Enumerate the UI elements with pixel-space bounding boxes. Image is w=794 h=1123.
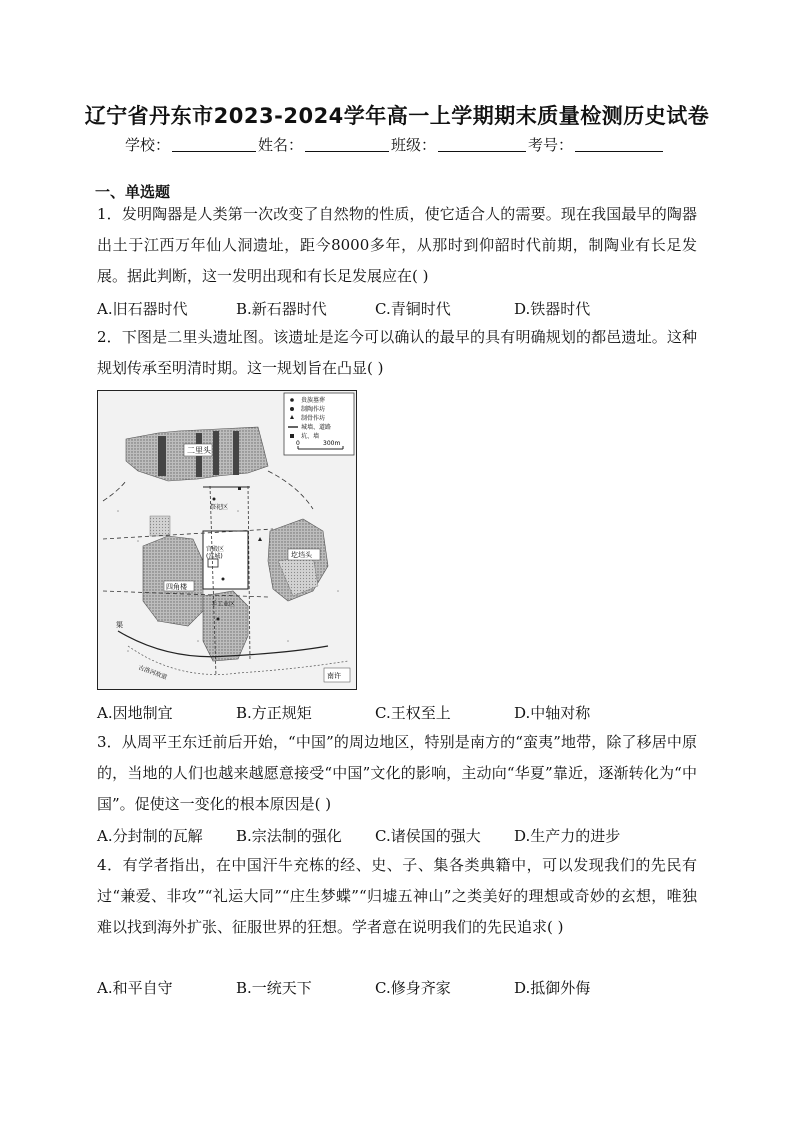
number-field[interactable] [575,137,663,152]
option-c[interactable]: C.青铜时代 [375,300,451,318]
map-drawing [98,391,356,689]
question-2-options [97,702,697,723]
legend-item: 坑、墙 [301,433,320,440]
option-d[interactable]: D.生产力的进步 [514,827,621,845]
legend-item: 城墙、道路 [301,424,332,431]
option-b[interactable]: B.方正规矩 [236,704,312,722]
option-a[interactable]: A.旧石器时代 [97,300,188,318]
page-title: 辽宁省丹东市2023-2024学年高一上学期期末质量检测历史试卷 [84,104,710,128]
label-east-village: 圪垱头 [291,551,312,559]
option-d[interactable]: D.铁器时代 [514,300,591,318]
class-label: 班级： [391,136,437,154]
label-south: 南许 [327,672,341,680]
option-d[interactable]: D.抵御外侮 [514,979,591,997]
question-1-options [97,298,697,319]
legend-item: 贵族墓葬 [301,397,326,404]
option-a[interactable]: A.分封制的瓦解 [97,827,203,845]
scale-start: 0 [296,440,300,447]
class-field[interactable] [438,137,526,152]
student-info-row [125,134,685,155]
option-d[interactable]: D.中轴对称 [514,704,591,722]
option-c[interactable]: C.诸侯国的强大 [375,827,481,845]
name-field[interactable] [305,137,389,152]
school-field[interactable] [172,137,256,152]
label-river: 古洛河故道 [137,664,168,682]
label-workshop: 手工业区 [211,601,236,608]
question-4-options [97,977,697,998]
label-sacrificial: 祭祀区 [210,504,229,511]
option-c[interactable]: C.修身齐家 [375,979,451,997]
question-1-stem: 1．发明陶器是人类第一次改变了自然物的性质，使它适合人的需要。现在我国最早的陶器出土于江西万年仙人洞遗址，距今8000多年，从那时到仰韶时代前期，制陶业有长足发展。据此判断，这一发明出现和有长足发展应在( ) [97,205,697,285]
scale-end: 300m [323,440,341,447]
number-label: 考号： [528,136,574,154]
label-palace: 宫殿区 [206,546,225,553]
option-b[interactable]: B.一统天下 [236,979,312,997]
option-b[interactable]: B.宗法制的强化 [236,827,342,845]
question-3-options [97,825,697,846]
section-heading: 一、单选题 [95,183,171,201]
option-a[interactable]: A.和平自守 [97,979,173,997]
name-label: 姓名： [258,136,304,154]
question-3-stem: 3．从周平王东迁前后开始，“中国”的周边地区，特别是南方的“蛮夷”地带，除了移居中原的，当地的人们也越来越愿意接受“中国”文化的影响，主动向“华夏”靠近，逐渐转化为“中国”。促使这一变化的根本原因是( ) [97,733,697,813]
erlitou-site-map [97,390,357,690]
label-sijiaolou: 四角楼 [166,583,187,591]
school-label: 学校： [125,136,171,154]
label-erlitou: 二里头 [187,446,211,455]
label-canal: 渠 [116,621,123,629]
label-palace-city: (宫城) [206,553,223,560]
option-b[interactable]: B.新石器时代 [236,300,327,318]
legend-item: 制陶作坊 [301,406,326,413]
question-2-stem: 2．下图是二里头遗址图。该遗址是迄今可以确认的最早的具有明确规划的都邑遗址。这种规划传承至明清时期。这一规划旨在凸显( ) [97,328,697,377]
option-c[interactable]: C.王权至上 [375,704,451,722]
option-a[interactable]: A.因地制宜 [97,704,173,722]
question-4-stem: 4．有学者指出，在中国汗牛充栋的经、史、子、集各类典籍中，可以发现我们的先民有过“兼爱、非攻”“礼运大同”“庄生梦蝶”“归墟五神山”之类美好的理想或奇妙的玄想，唯独难以找到海外扩张、征服世界的狂想。学者意在说明我们的先民追求( ) [97,856,697,936]
legend-item: 制骨作坊 [301,415,326,422]
